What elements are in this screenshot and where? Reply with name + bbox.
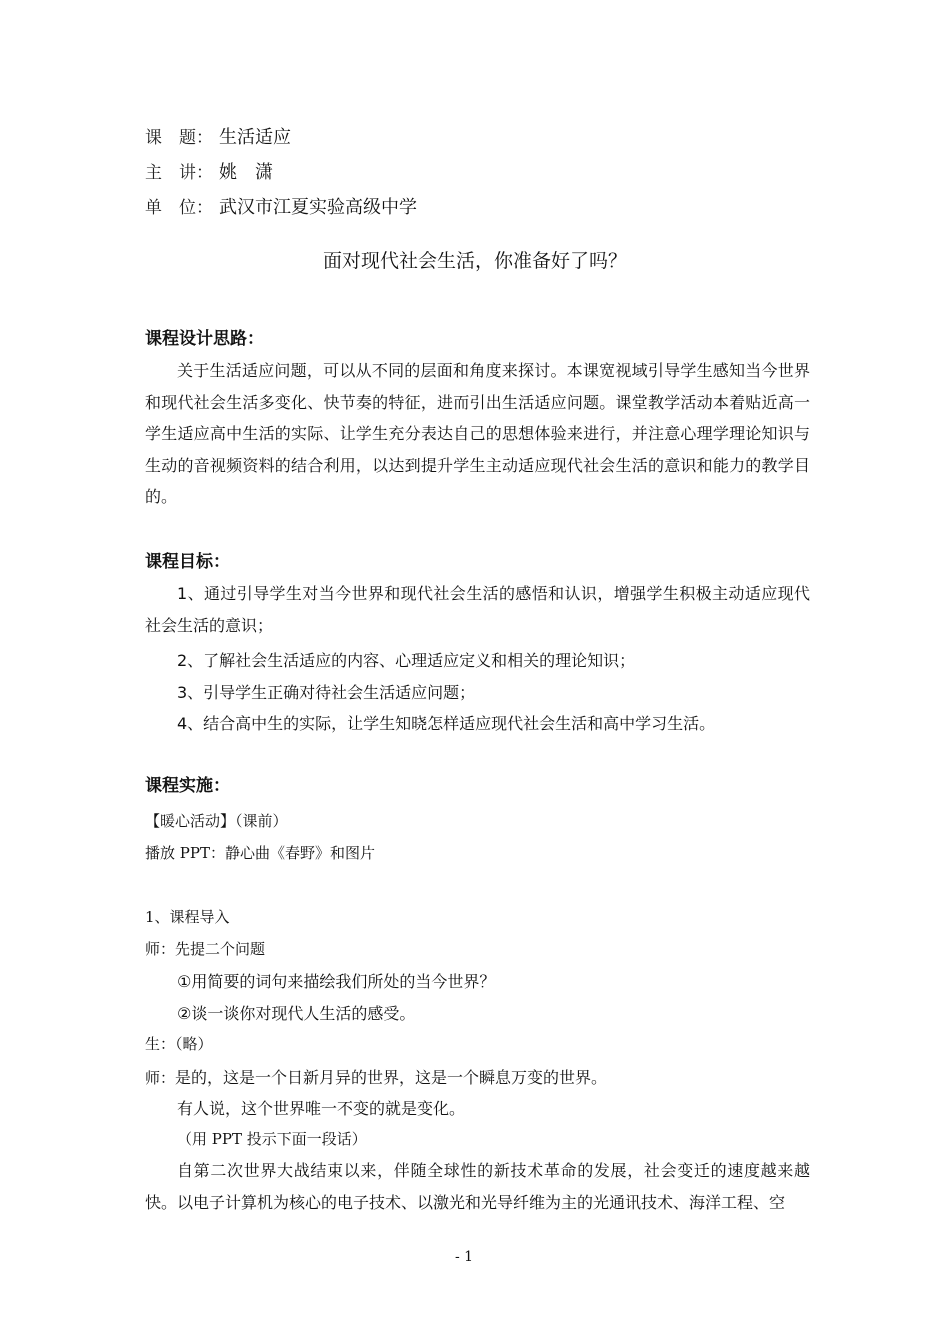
goal-item-2: 2、了解社会生活适应的内容、心理适应定义和相关的理论知识；: [177, 651, 636, 670]
warm-activity-text: 播放 PPT：静心曲《春野》和图片: [145, 844, 375, 862]
teacher-line-1: 是的，这是一个日新月异的世界，这是一个瞬息万变的世界。: [175, 1068, 608, 1087]
goals-heading: 课程目标：: [145, 552, 230, 572]
design-paragraph: 关于生活适应问题，可以从不同的层面和角度来探讨。本课宽视域引导学生感知当今世界和现代社会生活多变化、快节奏的特征，进而引出生活适应问题。课堂教学活动本着贴近高一学生适应高中生活的实际、让学生充分表达自己的思想体验来进行，并注意心理学理论知识与生动的音视频资料的结合利用，以达到提升学生主动适应现代社会生活的意识和能力的教学目的。: [145, 361, 810, 507]
topic-label: 课 题：: [145, 128, 213, 148]
speaker-label: 主 讲：: [145, 163, 213, 183]
ppt-paragraph: 自第二次世界大战结束以来，伴随全球性的新技术革命的发展，社会变迁的速度越来越快。以电子计算机为核心的电子技术、以激光和光导纤维为主的光通讯技术、海洋工程、空: [145, 1161, 810, 1212]
goal-item-4: 4、结合高中生的实际，让学生知晓怎样适应现代社会生活和高中学习生活。: [177, 714, 716, 733]
goal-item-3: 3、引导学生正确对待社会生活适应问题；: [177, 683, 476, 702]
page-number: - 1: [455, 1249, 474, 1265]
unit-row: [145, 193, 417, 219]
student-reply: 生：（略）: [145, 1035, 213, 1053]
question-1: ①用简要的词句来描绘我们所处的当今世界？: [177, 972, 496, 991]
implementation-heading: 课程实施：: [145, 776, 230, 796]
design-heading: 课程设计思路：: [145, 329, 264, 349]
speaker-value: 姚 潇: [219, 162, 273, 183]
question-2: ②谈一谈你对现代人生活的感受。: [177, 1004, 416, 1023]
teacher-reply-row: [145, 1065, 607, 1088]
topic-row: [145, 123, 291, 149]
topic-value: 生活适应: [219, 127, 291, 148]
teacher-label: 师：: [145, 1069, 176, 1087]
section-title: 1、课程导入: [145, 908, 230, 926]
teacher-line-2: 有人说，这个世界唯一不变的就是变化。: [177, 1099, 466, 1118]
page-subtitle: 面对现代社会生活，你准备好了吗？: [322, 250, 627, 272]
ppt-note: （用 PPT 投示下面一段话）: [177, 1130, 367, 1148]
speaker-row: [145, 158, 273, 184]
goal-item-1: 1、通过引导学生对当今世界和现代社会生活的感悟和认识，增强学生积极主动适应现代社会生活的意识；: [145, 584, 810, 635]
warm-activity-label: 【暖心活动】（课前）: [145, 812, 288, 830]
teacher-question-intro: 师：先提二个问题: [145, 940, 266, 958]
unit-value: 武汉市江夏实验高级中学: [219, 197, 417, 218]
unit-label: 单 位：: [145, 198, 213, 218]
